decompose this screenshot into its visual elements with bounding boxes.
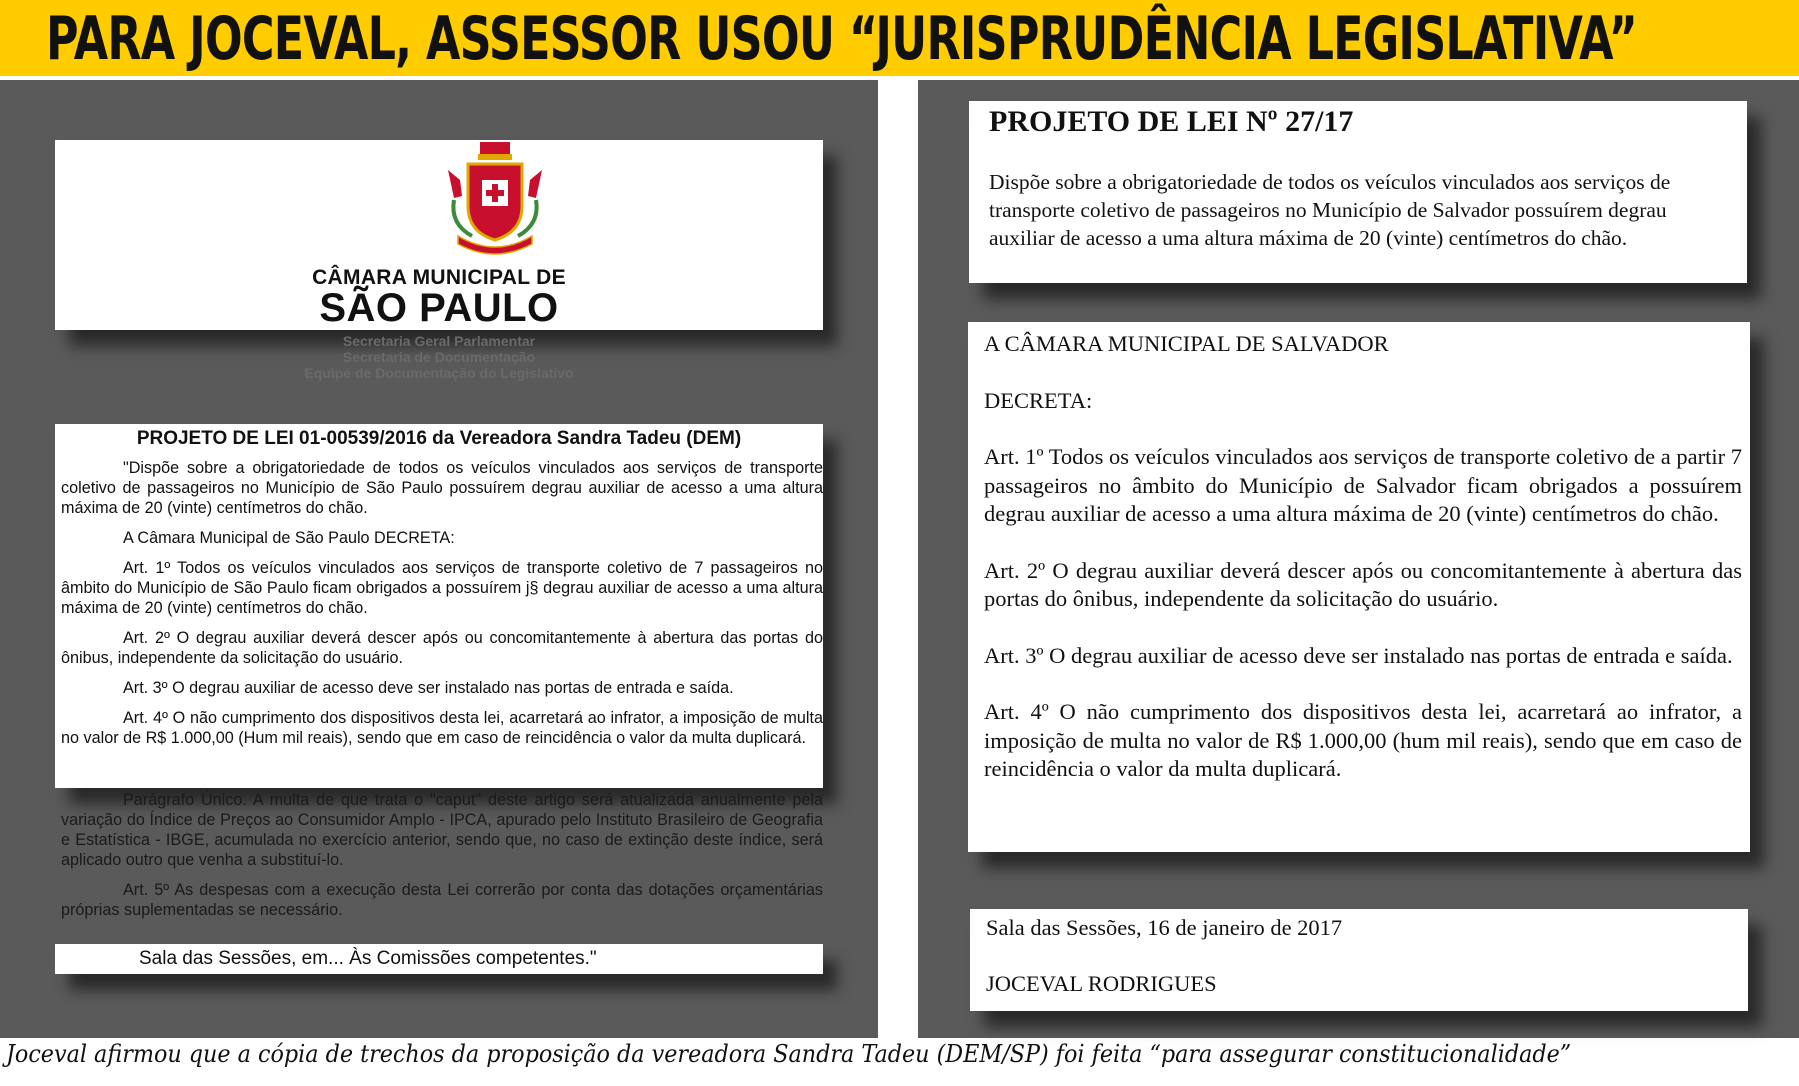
camara-name-line1: CÂMARA MUNICIPAL DE: [312, 266, 566, 289]
sp-bill-art4: Art. 4º O não cumprimento dos dispositivos desta lei, acarretará ao infrator, a imposição de multa no valor de R$ 1.000,00 (Hum mil reais), sendo que em caso de reincidência o valor da multa duplicará.: [61, 709, 823, 747]
sp-bill-summary: "Dispõe sobre a obrigatoriedade de todos os veículos vinculados aos serviços de transporte coletivo de passageiros no Município de São Paulo possuírem degrau auxiliar de acesso a uma altura máxima de 20 (vinte) centímetros do chão.: [61, 459, 823, 517]
sp-bill-art5: Art. 5º As despesas com a execução desta Lei correrão por conta das dotações orçamentárias próprias suplementadas se necessário.: [61, 881, 823, 919]
ghost-subtitle-1: Secretaria Geral Parlamentar: [342, 333, 536, 349]
sp-bill-dimmed-text: [61, 790, 823, 930]
sp-bill-sala: Sala das Sessões, em... Às Comissões competentes.": [139, 948, 597, 969]
coat-of-arms-icon: [440, 140, 550, 260]
sp-bill-art3: Art. 3º O degrau auxiliar de acesso deve ser instalado nas portas de entrada e saída.: [123, 679, 734, 697]
sp-bill-title: PROJETO DE LEI 01-00539/2016 da Vereadora Sandra Tadeu (DEM): [136, 428, 742, 449]
sp-bill-decreta: A Câmara Municipal de São Paulo DECRETA:: [123, 529, 455, 547]
salvador-signature-box: [970, 909, 1748, 1011]
sp-bill-art1: Art. 1º Todos os veículos vinculados aos serviços de transporte coletivo de 7 passageiros no âmbito do Município de São Paulo ficam obrigados a possuírem j§ degrau auxiliar de acesso a uma altura máxima de 20 (vinte) centímetros do chão.: [61, 559, 823, 617]
salvador-bill-summary: Dispõe sobre a obrigatoriedade de todos os veículos vinculados aos serviços de transporte coletivo de passageiros no Município de Salvador possuírem degrau auxiliar de acesso a uma altura máxima de 20 (vinte) centímetros do chão.: [989, 170, 1671, 250]
salvador-bill-body-box: [968, 322, 1750, 852]
salvador-art1: Art. 1º Todos os veículos vinculados aos serviços de transporte coletivo de a partir 7 passageiros no âmbito do Município de Salvador ficam obrigados a possuírem degrau auxiliar de acesso a uma altura máxima de 20 (vinte) centímetros do chão.: [984, 444, 1742, 526]
sp-bill-sala-box: [55, 944, 823, 974]
salvador-bill-title: PROJETO DE LEI Nº 27/17: [989, 105, 1354, 138]
salvador-bill-header-box: [969, 101, 1747, 283]
sp-bill-text-box: [55, 424, 823, 788]
salvador-date: Sala das Sessões, 16 de janeiro de 2017: [986, 915, 1343, 940]
salvador-signer: JOCEVAL RODRIGUES: [986, 971, 1217, 996]
headline: PARA JOCEVAL, ASSESSOR USOU “JURISPRUDÊNCIA LEGISLATIVA”: [46, 4, 1638, 74]
camara-name-line2: SÃO PAULO: [319, 286, 559, 330]
sp-bill-art2: Art. 2º O degrau auxiliar deverá descer após ou concomitantemente à abertura das portas do ônibus, independente da solicitação do usuário.: [61, 629, 823, 667]
camara-sp-logo-box: [55, 140, 823, 330]
ghost-subtitle-2: Secretaria de Documentação: [342, 349, 536, 365]
headline-banner: [0, 0, 1799, 76]
salvador-camara: A CÂMARA MUNICIPAL DE SALVADOR: [984, 331, 1389, 356]
salvador-art3: Art. 3º O degrau auxiliar de acesso deve ser instalado nas portas de entrada e saída.: [984, 642, 1733, 668]
salvador-art2: Art. 2º O degrau auxiliar deverá descer após ou concomitantemente à abertura das portas do ônibus, independente da solicitação do usuário.: [984, 557, 1742, 611]
salvador-art4: Art. 4º O não cumprimento dos dispositivos desta lei, acarretará ao infrator, a imposição de multa no valor de R$ 1.000,00 (hum mil reais), sendo que em caso de reincidência o valor da multa duplicará.: [984, 699, 1742, 781]
photo-caption: Joceval afirmou que a cópia de trechos da proposição da vereadora Sandra Tadeu (DEM/SP) foi feita “para assegurar constitucionalidade”: [6, 1040, 1572, 1068]
salvador-decreta: DECRETA:: [984, 387, 1093, 413]
sp-bill-paragrafo-unico: Parágrafo Único. A multa de que trata o "caput" deste artigo será atualizada anualmente pela variação do Índice de Preços ao Consumidor Amplo - IPCA, apurado pelo Instituto Brasileiro de Geografia e Estatística - IBGE, acumulada no exercício anterior, sendo que, no caso de extinção deste índice, será aplicado outro que venha a substituí-lo.: [61, 791, 823, 869]
ghost-subtitle-3: Equipe de Documentação do Legislativo: [304, 365, 574, 381]
